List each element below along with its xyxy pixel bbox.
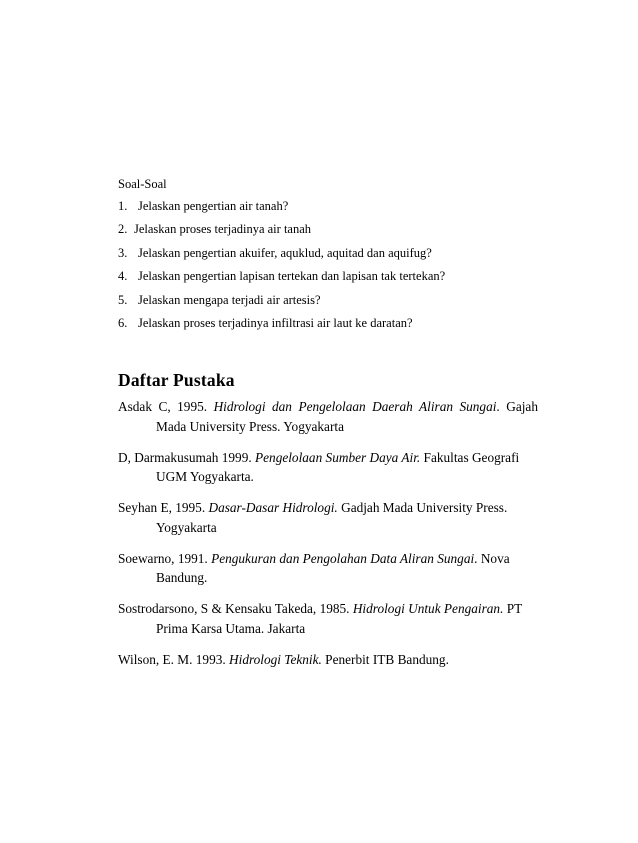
reference-author-year: Soewarno, 1991. [118, 550, 212, 566]
exercise-text: Jelaskan pengertian akuifer, aquklud, aquitad dan aquifug? [138, 245, 432, 260]
exercise-item [118, 313, 558, 336]
reference-title: Pengelolaan Sumber Daya Air. [255, 449, 421, 465]
exercise-item [118, 219, 558, 242]
exercise-number: 4. [118, 269, 128, 284]
reference-publisher: . Gajah Mada University Press. Yogyakarta [156, 399, 538, 434]
references-heading: Daftar Pustaka [118, 370, 235, 390]
exercise-text: Jelaskan proses terjadinya infiltrasi air laut ke daratan? [138, 315, 413, 330]
reference-entry [118, 448, 538, 487]
reference-list [118, 397, 538, 669]
exercise-item [118, 196, 558, 219]
reference-author-year: D, Darmakusumah 1999. [118, 449, 256, 465]
reference-author-year: Asdak C, 1995. [118, 399, 214, 414]
reference-entry [118, 397, 538, 436]
reference-publisher: Penerbit ITB Bandung. [321, 651, 449, 667]
reference-title: Pengukuran dan Pengolahan Data Aliran Sungai [211, 550, 475, 566]
exercise-text: Jelaskan pengertian air tanah? [138, 199, 289, 213]
reference-publisher: . Nova Bandung. [156, 550, 510, 585]
reference-author-year: Sostrodarsono, S & Kensaku Takeda, 1985. [118, 601, 353, 616]
reference-title: Dasar-Dasar Hidrologi. [208, 500, 338, 515]
reference-title: Hidrologi dan Pengelolaan Daerah Aliran Sungai [213, 399, 497, 414]
reference-entry [118, 549, 538, 588]
reference-publisher: PT Prima Karsa Utama. Jakarta [156, 601, 523, 636]
exercise-item [118, 290, 558, 313]
reference-entry [118, 498, 538, 537]
reference-author-year: Seyhan E, 1995. [118, 500, 209, 515]
reference-publisher: Fakultas Geografi UGM Yogyakarta. [156, 449, 520, 484]
reference-author-year: Wilson, E. M. 1993. [118, 651, 230, 667]
exercises-section [118, 174, 558, 336]
reference-title: Hidrologi Untuk Pengairan. [352, 601, 504, 616]
exercises-list [118, 196, 558, 336]
exercise-text: Jelaskan mengapa terjadi air artesis? [138, 292, 321, 307]
exercise-item [118, 243, 558, 266]
exercises-heading: Soal-Soal [118, 177, 167, 191]
exercise-number: 1. [118, 199, 128, 213]
exercise-item [118, 266, 558, 289]
exercise-number: 6. [118, 315, 128, 330]
exercise-text: Jelaskan proses terjadinya air tanah [134, 222, 312, 237]
reference-publisher: Gadjah Mada University Press. Yogyakarta [156, 500, 508, 535]
exercise-number: 2. [118, 222, 128, 237]
reference-title: Hidrologi Teknik. [229, 651, 322, 667]
reference-entry [118, 650, 538, 670]
reference-entry [118, 599, 538, 638]
references-section [118, 368, 538, 681]
exercise-number: 3. [118, 245, 128, 260]
exercise-text: Jelaskan pengertian lapisan tertekan dan lapisan tak tertekan? [138, 269, 446, 284]
exercise-number: 5. [118, 292, 128, 307]
